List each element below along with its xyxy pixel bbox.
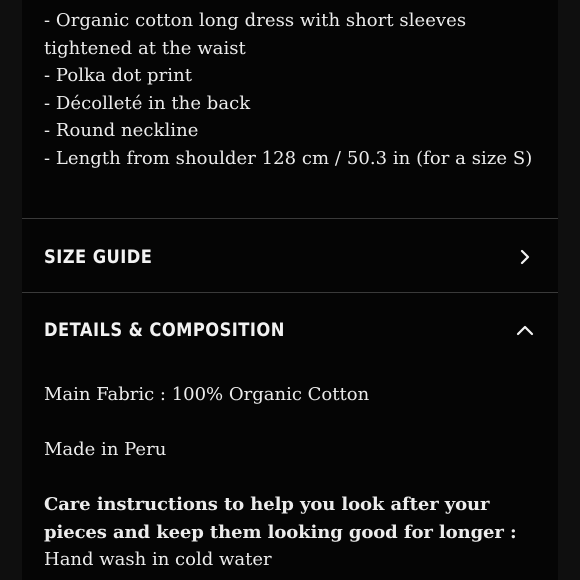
- section-divider: [22, 218, 558, 219]
- origin-text: Made in Peru: [44, 439, 167, 460]
- section-divider: [22, 292, 558, 293]
- main-fabric-text: Main Fabric : 100% Organic Cotton: [44, 384, 370, 405]
- details-composition-toggle[interactable]: [44, 310, 536, 350]
- description-line: - Length from shoulder 128 cm / 50.3 in (for a size S): [44, 147, 533, 169]
- product-info-panel: [22, 0, 558, 580]
- care-instruction-item: Hand wash in cold water: [44, 549, 272, 570]
- size-guide-title: SIZE GUIDE: [44, 246, 153, 268]
- description-line: - Organic cotton long dress with short sleeves: [44, 10, 467, 31]
- chevron-right-icon: [514, 246, 536, 268]
- details-composition-title: DETAILS & COMPOSITION: [44, 319, 285, 341]
- details-composition-content: [44, 381, 549, 573]
- description-line: tightened at the waist: [44, 37, 246, 59]
- description-line: - Round neckline: [44, 120, 199, 142]
- chevron-up-icon: [514, 319, 536, 341]
- care-instructions-heading: Care instructions to help you look after your pieces and keep them looking good for longer :: [44, 494, 517, 543]
- description-line: - Polka dot print: [44, 65, 193, 87]
- product-description: [44, 7, 549, 173]
- description-line: - Décolleté in the back: [44, 92, 251, 114]
- size-guide-toggle[interactable]: [44, 237, 536, 277]
